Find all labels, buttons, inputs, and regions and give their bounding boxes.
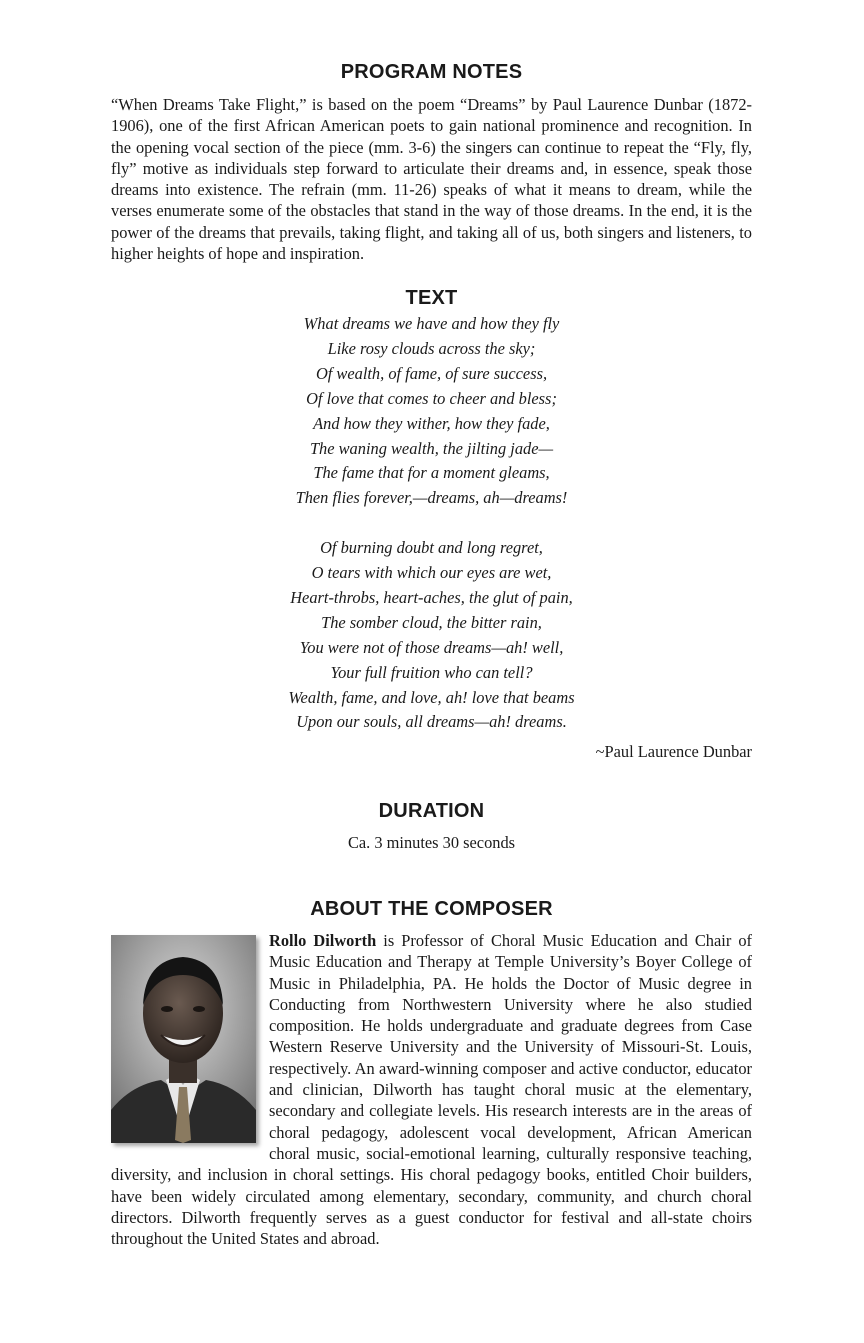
- duration-value: Ca. 3 minutes 30 seconds: [347, 833, 516, 852]
- composer-bio-text: is Professor of Choral Music Education and Chair of Music Education and Therapy at Temple University’s Boyer College of Music in Philadelphia, PA. He holds the Doctor of Music degree in Conducting from Northwestern University where he also studied composition. He holds undergraduate and graduate degrees from Case Western Reserve University and the University of Missouri-St. Louis, respectively. An award-winning composer and active conductor, educator and clinician, Dilworth has taught choral music at the elementary, secondary and collegiate levels. His research interests are in the areas of choral pedagogy, adolescent vocal development, African American choral music, social-emotional learning, culturally responsive teaching, diversity, and inclusion in choral settings. His choral pedagogy books, entitled Choir builders, have been widely circulated among elementary, secondary, community, and church choral directors. Dilworth frequently serves as a guest conductor for festival and all-state choirs throughout the United States and abroad.: [111, 931, 752, 1249]
- composer-name: Rollo Dilworth: [269, 931, 377, 950]
- poem-line: O tears with which our eyes are wet,: [311, 563, 552, 583]
- poem-line: Upon our souls, all dreams—ah! dreams.: [296, 712, 567, 732]
- poem-line: The waning wealth, the jilting jade—: [309, 438, 554, 458]
- poem-line: Heart-throbs, heart-aches, the glut of pain,: [290, 587, 573, 607]
- poem-line: Your full fruition who can tell?: [330, 662, 533, 682]
- composer-heading: ABOUT THE COMPOSER: [310, 898, 553, 920]
- poem-line: Then flies forever,—dreams, ah—dreams!: [295, 488, 568, 508]
- poem-line: And how they wither, how they fade,: [313, 413, 550, 433]
- poem-line: What dreams we have and how they fly: [303, 314, 560, 333]
- poem-line: The fame that for a moment gleams,: [313, 463, 550, 483]
- poem-line: Of wealth, of fame, of sure success,: [315, 363, 548, 383]
- poem-line: Wealth, fame, and love, ah! love that beams: [288, 687, 575, 707]
- poem-line: You were not of those dreams—ah! well,: [299, 637, 564, 657]
- duration-heading: DURATION: [378, 800, 485, 822]
- stanza-break: [111, 511, 752, 536]
- composer-bio: [111, 930, 752, 1249]
- composer-photo: [111, 935, 256, 1143]
- poem-line: The somber cloud, the bitter rain,: [321, 612, 542, 632]
- poem: [111, 312, 752, 735]
- program-notes-heading: PROGRAM NOTES: [340, 61, 523, 83]
- text-heading: TEXT: [405, 287, 458, 309]
- poem-attribution: ~Paul Laurence Dunbar: [595, 742, 752, 761]
- poem-line: Of burning doubt and long regret,: [320, 538, 543, 558]
- poem-line: Like rosy clouds across the sky;: [327, 338, 536, 358]
- poem-line: Of love that comes to cheer and bless;: [306, 388, 557, 408]
- program-notes-body: “When Dreams Take Flight,” is based on the poem “Dreams” by Paul Laurence Dunbar (1872-1906), one of the first African American poets to gain national prominence and recognition. In the opening vocal section of the piece (mm. 3-6) the singers can continue to repeat the “Fly, fly, fly” motive as individuals step forward to articulate their dreams and, in essence, speak those dreams into existence. The refrain (mm. 11-26) speaks of what it means to dream, while the verses enumerate some of the obstacles that stand in the way of those dreams. In the end, it is the power of the dreams that prevails, taking flight, and taking all of us, both singers and listeners, to higher heights of hope and inspiration.: [111, 95, 752, 264]
